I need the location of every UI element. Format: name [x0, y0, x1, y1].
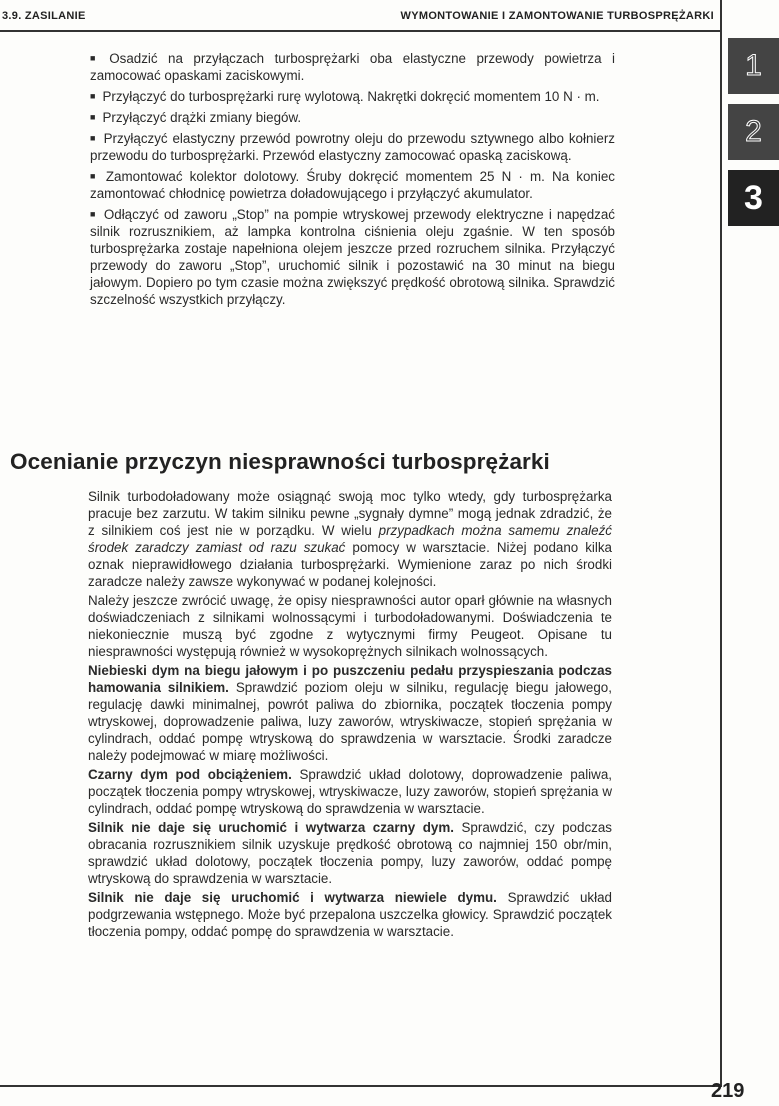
bottom-rule [0, 1085, 722, 1087]
list-item [90, 88, 615, 105]
chapter-title: WYMONTOWANIE I ZAMONTOWANIE TURBOSPRĘŻARKI [400, 10, 714, 22]
page-number: 219 [711, 1080, 745, 1102]
fault-text: Sprawdzić, czy podczas obracania rozrusznikiem silnik uzyskuje prędkość obrotową co najmniej 150 obr/min, sprawdzić układ dolotowy, początek tłoczenia pompy, luzy zaworów, oddać pompę wtryskową do sprawdzenia w warsztacie. [88, 820, 612, 886]
intro-text-end: pomocy w warsztacie. Niżej podano kilka oznak nieprawidłowego działania turbosprężarki. Wymienione zaraz po nich środki zaradcze należy zawsze wykonywać w podanej kolejności. [88, 540, 612, 589]
chapter-tab-1: 1 [728, 38, 779, 94]
list-item [90, 206, 615, 308]
chapter-tab-2: 2 [728, 104, 779, 160]
chapter-tabs [728, 38, 779, 236]
list-item [90, 50, 615, 84]
diagnosis-section [88, 488, 612, 942]
step-text: Przyłączyć drążki zmiany biegów. [102, 110, 302, 125]
section-label: 3.9. ZASILANIE [2, 10, 86, 22]
step-text: Odłączyć od zaworu „Stop” na pompie wtryskowej przewody elektryczne i napędzać silnik rozrusznikiem, aż lampka kontrolna ciśnienia oleju zgaśnie. W ten sposób turbosprężarka zostaje napełniona olejem jeszcze przed rozruchem silnika. Przyłączyć przewody do zaworu „Stop”, uruchomić silnik i pozostawić na 30 minut na biegu jałowym. Dopiero po tym czasie można zwiększyć prędkość obrotową silnika. Sprawdzić szczelność wszystkich przyłączy. [90, 207, 616, 307]
fault-text: Sprawdzić poziom oleju w silniku, regulację biegu jałowego, regulację dawki minimalnej, powrót paliwa do zbiornika, początek tłoczenia pompy wtryskowej, doprowadzenie paliwa, luzy zaworów, wtryskiwacze, stopień sprężania w cylindrach, oddać pompę wtryskową do sprawdzenia w warsztacie. Środki zaradcze należy podejmować w miarę możliwości. [88, 680, 612, 763]
intro-paragraph: Należy jeszcze zwrócić uwagę, że opisy niesprawności autor oparł głównie na własnych doświadczeniach z silnikami wolnossącymi i turbodoładowanymi. Doświadczenia te niekoniecznie muszą być zgodne z wytycznymi firmy Peugeot. Opisane tu niesprawności występują również w wysokoprężnych silnikach wolnossących. [88, 593, 612, 659]
step-text: Przyłączyć do turbosprężarki rurę wylotową. Nakrętki dokręcić momentem 10 N · m. [102, 89, 600, 104]
fault-entry [88, 889, 612, 940]
step-text: Zamontować kolektor dolotowy. Śruby dokręcić momentem 25 N · m. Na koniec zamontować chłodnicę powietrza doładowującego i przyłączyć akumulator. [90, 169, 615, 201]
square-bullet-icon: ■ [90, 133, 97, 143]
fault-text: Sprawdzić układ dolotowy, doprowadzenie paliwa, początek tłoczenia pompy wtryskowej, wtryskiwacze, luzy zaworów, stopień sprężania w cylindrach, oddać pompę wtryskową do sprawdzenia w warsztacie. [88, 767, 612, 816]
fault-heading: Silnik nie daje się uruchomić i wytwarza niewiele dymu. [88, 890, 497, 905]
list-item [90, 109, 615, 126]
vertical-rule [720, 0, 722, 1085]
intro-paragraph [88, 488, 612, 590]
fault-text: Sprawdzić układ podgrzewania wstępnego. Może być przepalona uszczelka głowicy. Sprawdzić początek tłoczenia pompy, oddać pompę do sprawdzenia w warsztacie. [88, 890, 612, 939]
fault-heading: Niebieski dym na biegu jałowym i po puszczeniu pedału przyspieszania podczas hamowania silnikiem. [88, 663, 612, 695]
square-bullet-icon: ■ [90, 171, 99, 181]
fault-heading: Czarny dym pod obciążeniem. [88, 767, 292, 782]
intro-italic-text: przypadkach można samemu znaleźć środek zaradczy zamiast od razu szukać [88, 523, 612, 555]
installation-steps [90, 50, 615, 312]
fault-heading: Silnik nie daje się uruchomić i wytwarza czarny dym. [88, 820, 454, 835]
square-bullet-icon: ■ [90, 112, 96, 122]
step-text: Przyłączyć elastyczny przewód powrotny oleju do przewodu sztywnego albo kołnierz przewodu do turbosprężarki. Przewód elastyczny zamocować opaską zaciskową. [90, 131, 616, 163]
chapter-tab-3: 3 [728, 170, 779, 226]
square-bullet-icon: ■ [90, 53, 103, 63]
page-header [0, 0, 720, 32]
fault-entry [88, 819, 612, 887]
step-text: Osadzić na przyłączach turbosprężarki oba elastyczne przewody powietrza i zamocować opaskami zaciskowymi. [90, 51, 616, 83]
intro-text: Silnik turbodoładowany może osiągnąć swoją moc tylko wtedy, gdy turbosprężarka pracuje bez zarzutu. W takim silniku pewne „sygnały dymne” mogą jednak zdradzić, że z silnikiem coś jest nie w porządku. W wielu [88, 489, 612, 538]
section-heading: Ocenianie przyczyn niesprawności turbosprężarki [10, 449, 550, 474]
list-item [90, 168, 615, 202]
fault-entry [88, 766, 612, 817]
list-item [90, 130, 615, 164]
fault-entry [88, 662, 612, 764]
square-bullet-icon: ■ [90, 209, 97, 219]
square-bullet-icon: ■ [90, 91, 96, 101]
